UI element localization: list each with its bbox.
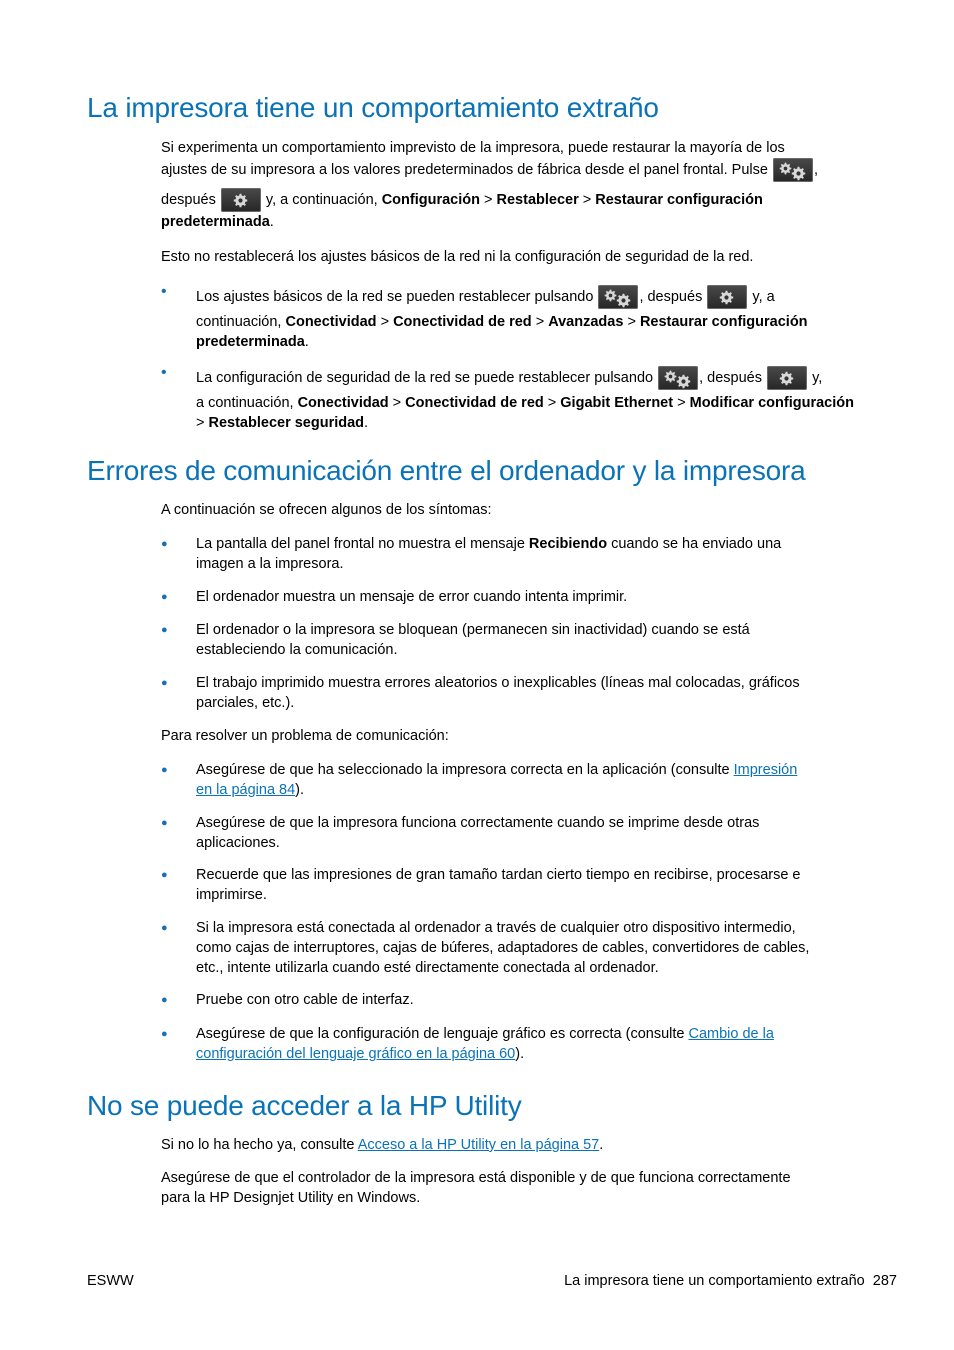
list-text: cuando se ha enviado una (611, 536, 782, 552)
bullet: ● (161, 624, 168, 636)
hp-utility-paragraph-2 (161, 1168, 881, 1208)
period: . (269, 214, 274, 230)
list-line: Asegúrese de que la impresora funciona correctamente cuando se imprime desde otras (196, 815, 760, 831)
bullet: ● (161, 1028, 168, 1040)
list-text: a continuación, (196, 395, 294, 411)
intro-continuation: y, a continuación, (265, 191, 378, 208)
link-impresion[interactable]: Impresión (733, 762, 798, 778)
list-text: La pantalla del panel frontal no muestra el mensaje (196, 536, 525, 552)
list-text: ). (515, 1046, 525, 1062)
page-number: 287 (872, 1273, 897, 1289)
list-line (196, 760, 881, 780)
list-line: como cajas de interruptores, cajas de búferes, adaptadores de cables, convertidores de cables, (196, 940, 810, 956)
list-text: Asegúrese de que la configuración de lenguaje gráfico es correcta (consulte (196, 1026, 685, 1042)
bullet: • (161, 283, 167, 300)
menu-path-restablecer-seguridad: Restablecer seguridad (208, 415, 365, 431)
path-separator: > (196, 415, 205, 431)
menu-path-restaurar-configuracion: Restaurar configuración (639, 314, 808, 330)
list-item-text (196, 366, 881, 433)
bullet: ● (161, 764, 168, 776)
period: . (364, 415, 369, 431)
path-separator: > (392, 395, 402, 411)
menu-path-conectividad: Conectividad (285, 314, 377, 330)
list-item-text (196, 673, 881, 713)
intro-paragraph (161, 138, 881, 232)
list-line (196, 534, 881, 554)
hp-utility-paragraph-1 (161, 1135, 881, 1155)
bullet: ● (161, 994, 168, 1006)
paragraph-line: para la HP Designjet Utility en Windows. (161, 1190, 421, 1206)
list-text: ). (295, 782, 305, 798)
list-line (196, 312, 881, 332)
list-item-text: Pruebe con otro cable de interfaz. (196, 992, 414, 1008)
list-item-text (196, 1024, 881, 1064)
gear-icon (707, 285, 747, 309)
symptoms-intro: A continuación se ofrecen algunos de los síntomas: (161, 502, 492, 518)
message-recibiendo: Recibiendo (528, 536, 608, 552)
list-line: aplicaciones. (196, 835, 280, 851)
period: . (599, 1137, 604, 1153)
list-line: Recuerde que las impresiones de gran tamaño tardan cierto tiempo en recibirse, procesarse e (196, 867, 801, 883)
link-acceso-hp-utility[interactable]: Acceso a la HP Utility en la página 57 (357, 1137, 600, 1153)
list-item-text (196, 865, 881, 905)
bullet: ● (161, 538, 168, 550)
menu-path-conectividad: Conectividad (297, 395, 389, 411)
list-line: El ordenador o la impresora se bloquean (permanecen sin inactividad) cuando se está (196, 622, 750, 638)
list-item-text (196, 760, 881, 800)
list-line (196, 332, 881, 352)
list-line: imagen a la impresora. (196, 556, 344, 572)
paragraph-line: Asegúrese de que el controlador de la impresora está disponible y de que funciona correctamente (161, 1170, 791, 1186)
bullet: ● (161, 922, 168, 934)
list-line (196, 366, 881, 390)
list-item-text (196, 813, 881, 853)
double-gear-icon (658, 366, 698, 390)
footer-title: La impresora tiene un comportamiento extraño (564, 1273, 865, 1289)
menu-path-restaurar-configuracion: Restaurar configuración (595, 191, 763, 208)
comma: , (813, 161, 818, 178)
list-text: Asegúrese de que ha seleccionado la impresora correcta en la aplicación (consulte (196, 762, 730, 778)
list-line (196, 1024, 881, 1044)
list-text: y, (812, 369, 823, 386)
link-cambio-configuracion-page[interactable]: configuración del lenguaje gráfico en la página 60 (196, 1046, 516, 1062)
menu-path-conectividad-de-red: Conectividad de red (393, 314, 532, 330)
path-separator: > (535, 314, 545, 330)
list-line (196, 1044, 881, 1064)
list-text: La configuración de seguridad de la red se puede restablecer pulsando (196, 369, 654, 386)
section-heading-hp-utility: No se puede acceder a la HP Utility (87, 1090, 522, 1121)
paragraph-text: Si no lo ha hecho ya, consulte (161, 1137, 355, 1153)
path-separator: > (547, 395, 557, 411)
period: . (304, 334, 309, 350)
menu-path-conectividad-de-red: Conectividad de red (405, 395, 544, 411)
list-text: , después (639, 288, 703, 305)
bullet: ● (161, 869, 168, 881)
list-line: El trabajo imprimido muestra errores aleatorios o inexplicables (líneas mal colocadas, gráficos (196, 675, 800, 691)
bullet: ● (161, 677, 168, 689)
footer-locale: ESWW (87, 1273, 134, 1289)
list-line (196, 393, 881, 413)
link-cambio-configuracion[interactable]: Cambio de la (688, 1026, 774, 1042)
menu-path-gigabit-ethernet: Gigabit Ethernet (560, 395, 674, 411)
intro-despues: después (161, 191, 216, 208)
list-line: etc., intente utilizarla cuando esté directamente conectada al ordenador. (196, 960, 659, 976)
list-text: Los ajustes básicos de la red se pueden restablecer pulsando (196, 288, 594, 305)
bullet: ● (161, 591, 168, 603)
list-text: , después (699, 369, 762, 386)
list-line (196, 780, 881, 800)
list-item-text (196, 285, 881, 352)
list-line: parciales, etc.). (196, 695, 295, 711)
intro-line-3 (161, 188, 881, 212)
menu-path-avanzadas: Avanzadas (548, 314, 624, 330)
bullet: ● (161, 817, 168, 829)
gear-icon (221, 188, 261, 212)
intro-line-2 (161, 158, 881, 182)
gear-icon (767, 366, 807, 390)
menu-path-restablecer: Restablecer (496, 191, 579, 208)
network-note: Esto no restablecerá los ajustes básicos de la red ni la configuración de seguridad de la red. (161, 249, 754, 265)
list-line (196, 413, 881, 433)
intro-line-4 (161, 212, 881, 232)
list-text: y, a (752, 288, 775, 305)
double-gear-icon (598, 285, 638, 309)
list-line: imprimirse. (196, 887, 267, 903)
list-text: continuación, (196, 314, 282, 330)
bullet: • (161, 364, 167, 381)
path-separator: > (677, 395, 686, 411)
path-separator: > (627, 314, 636, 330)
intro-line-2-text: ajustes de su impresora a los valores predeterminados de fábrica desde el panel frontal. Pulse (161, 161, 768, 178)
list-item-text (196, 620, 881, 660)
list-line (196, 285, 881, 309)
path-separator: > (380, 314, 390, 330)
resolve-intro: Para resolver un problema de comunicación: (161, 728, 449, 744)
intro-line-1: Si experimenta un comportamiento imprevisto de la impresora, puede restaurar la mayoría de los (161, 140, 785, 156)
list-line: estableciendo la comunicación. (196, 642, 398, 658)
menu-path-configuracion: Configuración (381, 191, 480, 208)
menu-path-modificar-configuracion: Modificar configuración (689, 395, 854, 411)
section-heading-communication-errors: Errores de comunicación entre el ordenador y la impresora (87, 455, 806, 486)
list-item-text: El ordenador muestra un mensaje de error cuando intenta imprimir. (196, 589, 628, 605)
path-separator: > (582, 191, 592, 208)
list-item-text (196, 534, 881, 574)
menu-path-predeterminada: predeterminada (196, 334, 305, 350)
footer-right (564, 1271, 897, 1291)
list-line: Si la impresora está conectada al ordenador a través de cualquier otro dispositivo intermedio, (196, 920, 796, 936)
path-separator: > (484, 191, 493, 208)
link-impresion-page[interactable]: en la página 84 (196, 782, 296, 798)
double-gear-icon (773, 158, 813, 182)
list-item-text (196, 918, 881, 978)
section-heading-strange-behavior: La impresora tiene un comportamiento extraño (87, 92, 659, 123)
menu-path-predeterminada: predeterminada (161, 214, 270, 230)
